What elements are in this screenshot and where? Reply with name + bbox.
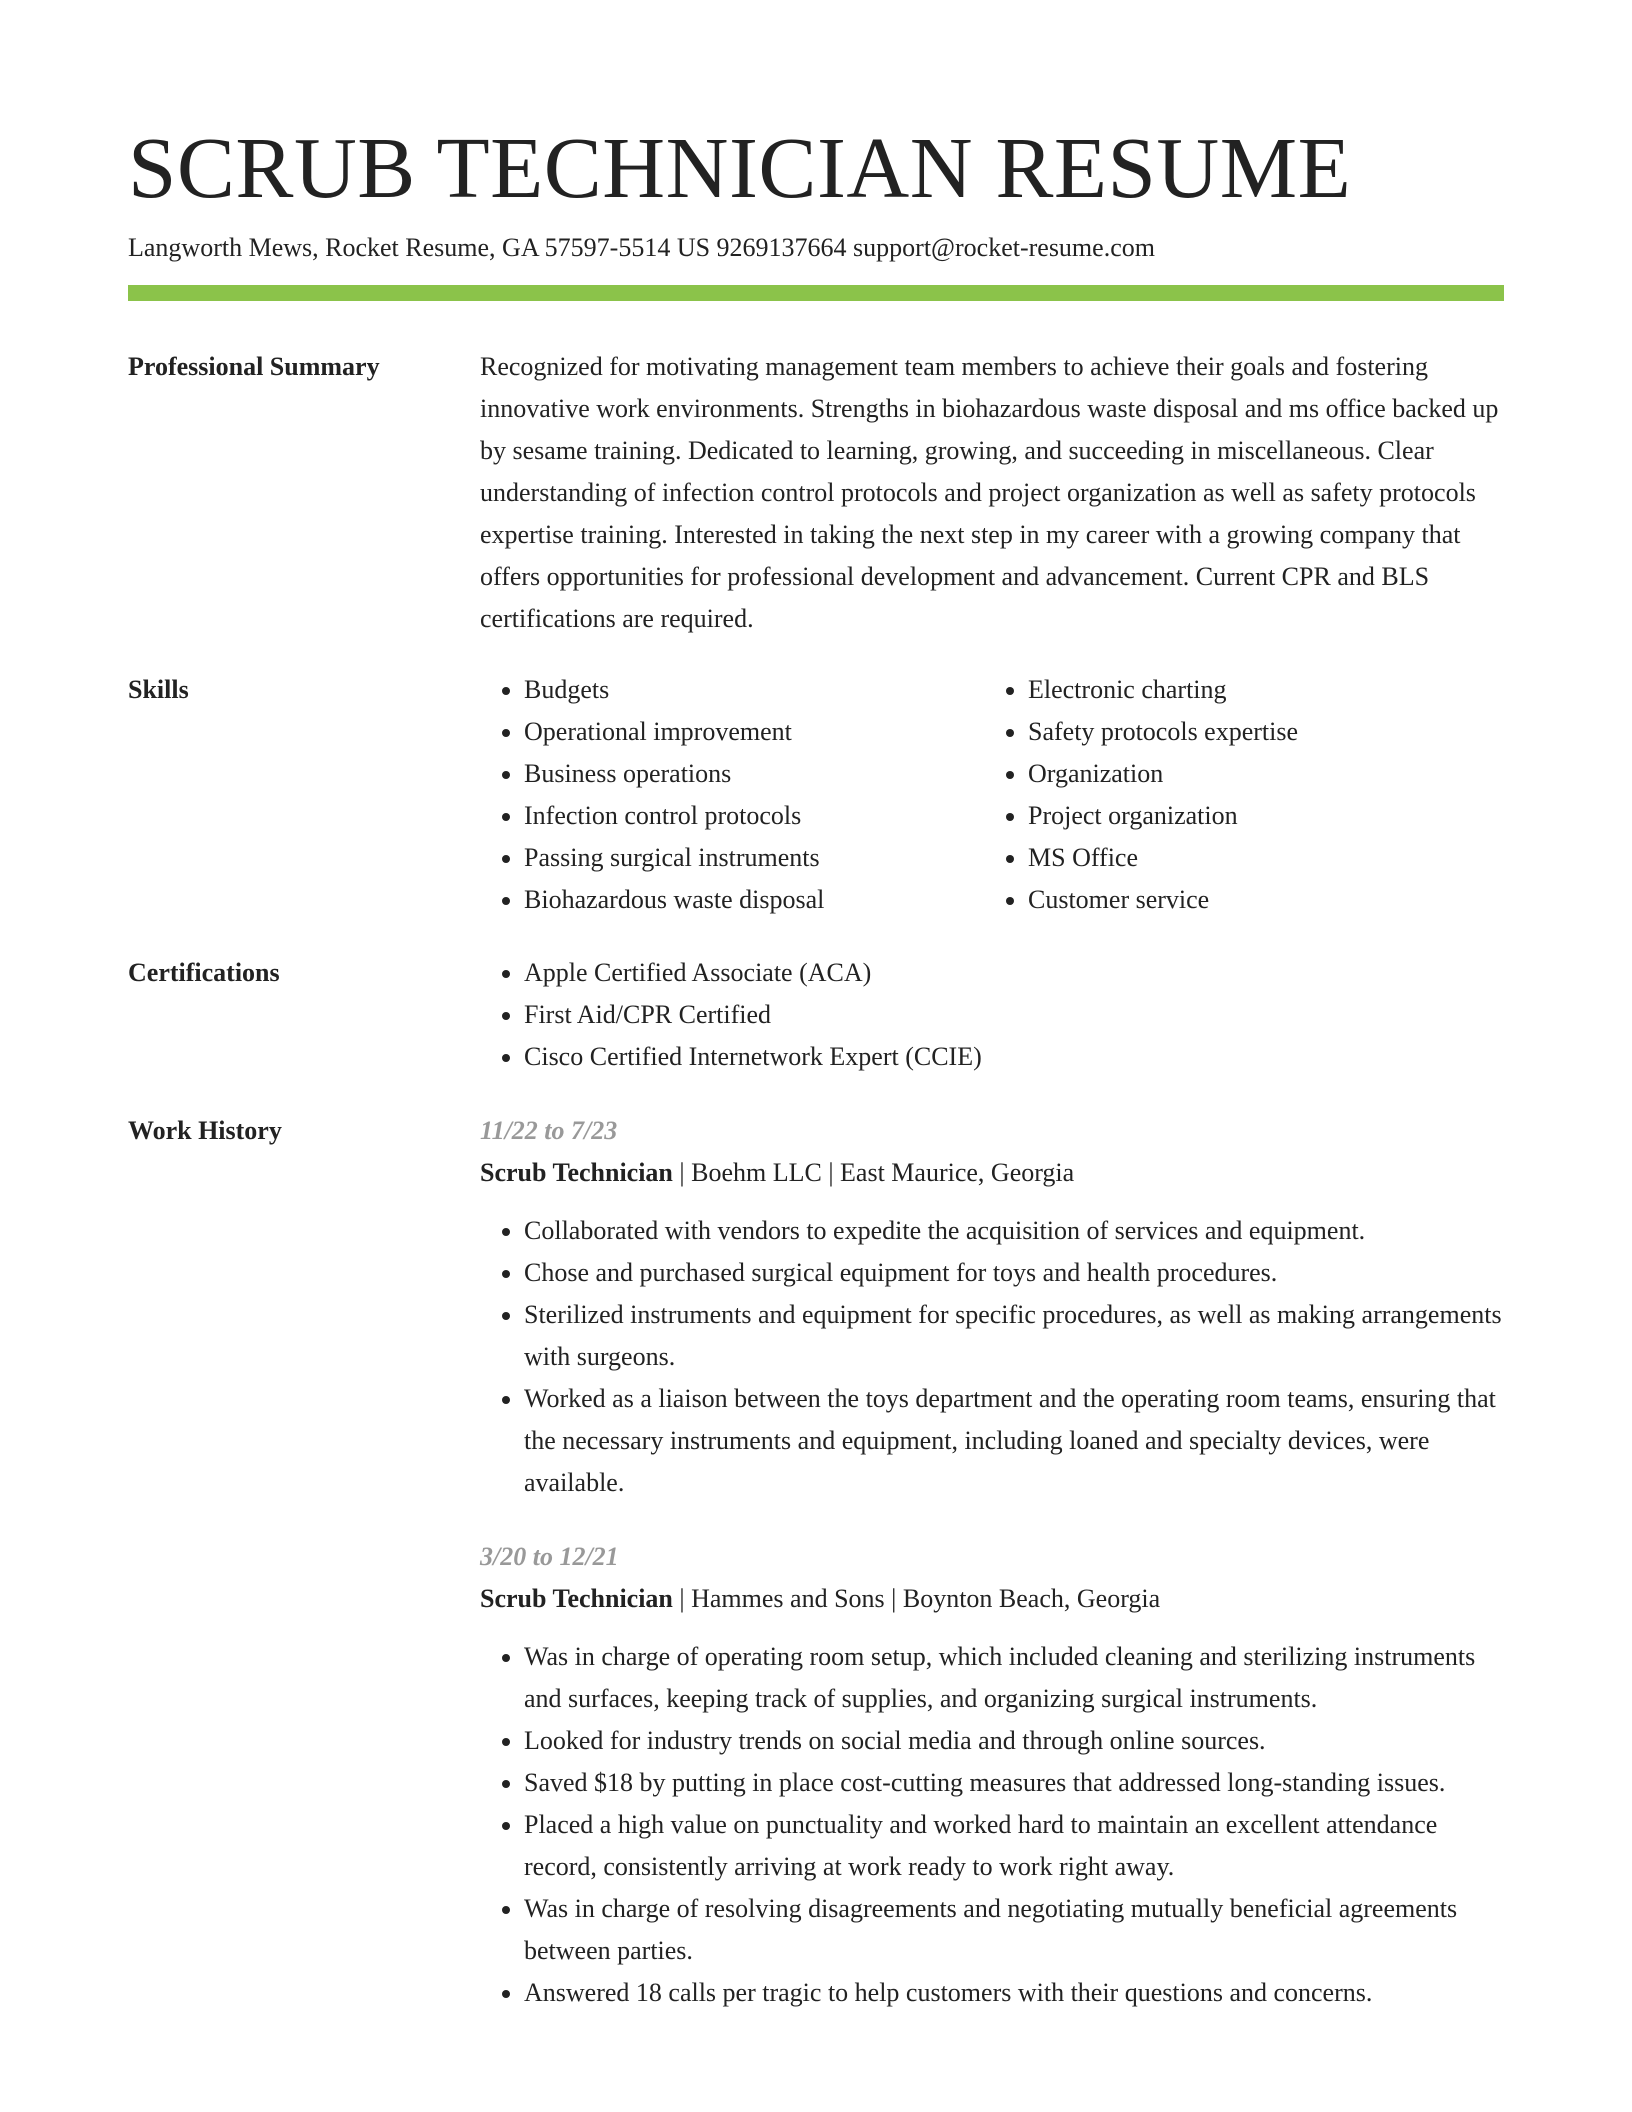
- list-item: • Placed a high value on punctuality and worked hard to maintain an excellent attendance record, consistently arriving at work ready to work right away.: [524, 1804, 1504, 1888]
- list-item: • Was in charge of resolving disagreements and negotiating mutually beneficial agreements between parties.: [524, 1888, 1504, 1972]
- job-details: | Hammes and Sons | Boynton Beach, Georgia: [672, 1584, 1161, 1613]
- list-item: • Business operations: [524, 753, 984, 795]
- list-item: • Safety protocols expertise: [1028, 711, 1488, 753]
- list-item: • Answered 18 calls per tragic to help customers with their questions and concerns.: [524, 1972, 1504, 2014]
- job-bullets: [480, 1636, 1504, 2014]
- list-item: • Cisco Certified Internetwork Expert (CCIE): [524, 1036, 1504, 1078]
- job-dates: 11/22 to 7/23: [480, 1116, 618, 1145]
- list-item: • Organization: [1028, 753, 1488, 795]
- list-item: • Chose and purchased surgical equipment for toys and health procedures.: [524, 1252, 1504, 1294]
- summary-body: [480, 346, 1504, 640]
- summary-heading: Professional Summary: [128, 352, 380, 381]
- list-item: • Passing surgical instruments: [524, 837, 984, 879]
- summary-text: Recognized for motivating management team members to achieve their goals and fostering innovative work environments. Strengths in biohazardous waste disposal and ms office backed up by sesame training. Dedicated to learning, growing, and succeeding in miscellaneous. Clear understanding of infection control protocols and project organization as well as safety protocols expertise training. Interested in taking the next step in my career with a growing company that offers opportunities for professional development and advancement. Current CPR and BLS certifications are required.: [480, 352, 1499, 633]
- list-item: • Apple Certified Associate (ACA): [524, 952, 1504, 994]
- job-title: Scrub Technician: [480, 1158, 673, 1187]
- certifications-heading: Certifications: [128, 958, 280, 987]
- job-entry: [480, 1110, 1504, 1504]
- skills-column-right: [984, 669, 1488, 921]
- list-item: • MS Office: [1028, 837, 1488, 879]
- list-item: • Was in charge of operating room setup, which included cleaning and sterilizing instruments and surfaces, keeping track of supplies, and organizing surgical instruments.: [524, 1636, 1504, 1720]
- job-details: | Boehm LLC | East Maurice, Georgia: [672, 1158, 1075, 1187]
- job-entry: [480, 1536, 1504, 2014]
- certifications-body: [480, 952, 1504, 1078]
- job-bullets: [480, 1210, 1504, 1504]
- list-item: • Customer service: [1028, 879, 1488, 921]
- job-dates: 3/20 to 12/21: [480, 1542, 619, 1571]
- contact-line: Langworth Mews, Rocket Resume, GA 57597-5514 US 9269137664 support@rocket-resume.com: [128, 233, 1155, 262]
- work-history-heading: Work History: [128, 1116, 282, 1145]
- list-item: • Electronic charting: [1028, 669, 1488, 711]
- job-header: [480, 1578, 1504, 1620]
- list-item: • Worked as a liaison between the toys department and the operating room teams, ensuring that the necessary instruments and equipment, including loaned and specialty devices, were available.: [524, 1378, 1504, 1504]
- skills-heading: Skills: [128, 675, 189, 704]
- skills-list-left: [480, 669, 984, 921]
- skills-column-left: [480, 669, 984, 921]
- certifications-list: [480, 952, 1504, 1078]
- skills-list-right: [984, 669, 1488, 921]
- list-item: • First Aid/CPR Certified: [524, 994, 1504, 1036]
- header-divider: [128, 285, 1504, 301]
- list-item: • Infection control protocols: [524, 795, 984, 837]
- list-item: • Saved $18 by putting in place cost-cutting measures that addressed long-standing issues.: [524, 1762, 1504, 1804]
- skills-body: [480, 669, 1504, 921]
- list-item: • Operational improvement: [524, 711, 984, 753]
- list-item: • Project organization: [1028, 795, 1488, 837]
- list-item: • Biohazardous waste disposal: [524, 879, 984, 921]
- list-item: • Collaborated with vendors to expedite the acquisition of services and equipment.: [524, 1210, 1504, 1252]
- list-item: • Sterilized instruments and equipment for specific procedures, as well as making arrangements with surgeons.: [524, 1294, 1504, 1378]
- job-header: [480, 1152, 1504, 1194]
- list-item: • Looked for industry trends on social media and through online sources.: [524, 1720, 1504, 1762]
- work-history-body: [480, 1110, 1504, 2046]
- list-item: • Budgets: [524, 669, 984, 711]
- job-title: Scrub Technician: [480, 1584, 673, 1613]
- resume-title: SCRUB TECHNICIAN RESUME: [128, 119, 1352, 216]
